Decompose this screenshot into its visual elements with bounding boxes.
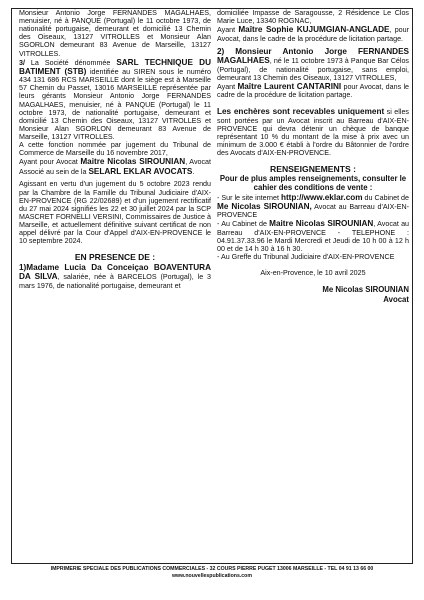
bids-emphasis: Les enchères sont recevables uniquement — [217, 107, 385, 117]
judgment-paragraph: Agissant en vertu d'un jugement du 5 octobre 2023 rendu par la Chambre de la Famille du Tribunal Judiciaire d'AIX-EN-PROVENCE (RG 22/02689) et d'un jugement rectificatif du 27 mai 2024 signifiés les 22 et 30 juillet 2024 par la SCP MASCRET FORNELLI VERSINI, Commissaires de Justice à Marseille, et actuellement définitive suivant certificat de non appel délivré par la Cour d'Appel d'AIX-EN-PROVENCE le 10 septembre 2024. — [19, 180, 211, 246]
law-firm-name: SELARL EKLAR AVOCATS — [88, 166, 193, 176]
lawyer-paragraph: Ayant Maître Laurent CANTARINI pour Avocat, dans le cadre de la procédure de licitation partage. — [217, 81, 410, 100]
info-subheading: Pour de plus amples renseignements, consulter le cahier des conditions de vente : — [219, 173, 407, 192]
item-number: 2) — [217, 47, 225, 57]
signature-name: Me Nicolas SIROUNIAN — [322, 285, 409, 295]
second-party-paragraph: 2) Monsieur Antonio Jorge FERNANDES MAGALHAES, né le 11 octobre 1973 à Panque Bar Célos (Portugal), de nationalité portugaise, sans emploi, demeurant 13 Chemin des Oiseaux, 13127 VITROLLES, — [217, 47, 410, 82]
info-office-item: - Au Cabinet de Maitre Nicolas SIROUNIAN, Avocat au Barreau d'AIX-EN-PROVENCE - TELEPHONE : 04.91.37.33.96 le Mardi Mercredi et Jeudi de 10 h 00 à 12 h 00 et de 14 h 30 à 16 h 30. — [217, 219, 410, 253]
info-court-item: - Au Greffe du Tribunal Judiciaire d'AIX-EN-PROVENCE — [217, 252, 395, 261]
lawyer-paragraph: Ayant Maître Sophie KUJUMGIAN-ANGLADE, pour Avocat, dans le cadre de la procédure de licitation partage. — [217, 25, 410, 43]
printer-address: IMPRIMERIE SPECIALE DES PUBLICATIONS COMMERCIALES - 32 COURS PIERRE PUGET 13006 MARSEILLE - TEL 04 91 13 66 00 — [50, 566, 374, 572]
bids-paragraph: Les enchères sont recevables uniquement si elles sont portées par un Avocat inscrit au Barreau d'AIX-EN-PROVENCE qui devra détenir un chèque de banque représentant 10 % du montant de la mise à prix avec un minimum de 3.000 € établi à l'ordre du Bâtonnier de l'ordre des Avocats d'AIX-EN-PROVENCE. — [217, 107, 409, 158]
address-paragraph: domiciliée Impasse de Saragousse, 2 Résidence Le Clos Marie Luce, 13340 ROGNAC, — [217, 9, 409, 26]
presence-heading: EN PRESENCE DE : — [74, 252, 156, 263]
legal-notice-page — [11, 8, 413, 564]
info-website-item: - Sur le site internet http://www.eklar.com du Cabinet de Me Nicolas SIROUNIAN, Avocat au Barreau d'AIX-EN-PROVENCE — [217, 192, 410, 220]
right-column — [217, 9, 409, 304]
party-name: Monsieur Antonio Jorge FERNANDES MAGALHAES — [217, 47, 410, 66]
printer-website: www.nouvellespublications.com — [172, 572, 252, 579]
company-name: SARL TECHNIQUE DU BATIMENT (STB) — [19, 57, 212, 76]
printer-footer — [11, 566, 413, 580]
website-link[interactable]: http://www.eklar.com — [280, 192, 363, 202]
notice-date: Aix-en-Provence, le 10 avril 2025 — [260, 269, 366, 278]
info-heading: RENSEIGNEMENTS : — [270, 164, 356, 175]
lawyer-name: Maître Laurent CANTARINI — [237, 81, 342, 91]
party-name: Madame Lucia Da Conceiçao BOAVENTURA DA SILVA — [19, 262, 211, 282]
item-number: 1) — [19, 262, 27, 272]
lawyer-name: Maître Sophie KUJUMGIAN-ANGLADE — [238, 25, 390, 35]
company-paragraph: 3/ La Société dénommée SARL TECHNIQUE DU BATIMENT (STB) identifiée au SIREN sous le numéro 434 131 686 RCS MARSEILLE dont le siège est à Marseille 57 Chemin du Passet, 13016 MARSEILLE représentée par leurs gérants Monsieur Antonio Jorge FERNANDES MAGALHAES, menuisier, né à PANQUE (Portugal) le 11 octobre 1973, de nationalité portugaise, demeurant et domicilié 13 Chemin des Oiseaux, 13127 VITROLLES et Monsieur Alan SGORLON demeurant 83 Avenue de Marseille, 13127 VITROLLES. — [19, 57, 212, 142]
party-paragraph: Monsieur Antonio Jorge FERNANDES MAGALHAES, menuisier, né à PANQUE (Portugal) le 11 octobre 1973, de nationalité portugaise, demeurant et domicilié 13 Chemin des Oiseaux, 13127 VITROLLES et Monsieur Alan SGORLON demeurant 83 Avenue de Marseille, 13127 VITROLLES. — [19, 9, 211, 58]
left-column — [19, 9, 211, 290]
appointment-paragraph: A cette fonction nommée par jugement du Tribunal de Commerce de Marseille du 16 novembre 2017, — [19, 141, 211, 158]
item-number: 3/ — [19, 58, 25, 67]
lawyer-name: Maitre Nicolas SIROUNIAN — [80, 157, 186, 167]
signature-role: Avocat — [383, 294, 409, 304]
lawyer-name: Maitre Nicolas SIROUNIAN — [269, 219, 374, 229]
lawyer-name: Me Nicolas SIROUNIAN, — [217, 201, 312, 211]
first-party-paragraph: 1)Madame Lucia Da Conceiçao BOAVENTURA DA SILVA, salariée, née à BARCELOS (Portugal), le 3 mars 1976, de nationalité portugaise, demeurant et — [19, 262, 211, 290]
lawyer-paragraph: Ayant pour Avocat Maitre Nicolas SIROUNIAN, Avocat Associé au sein de la SELARL EKLAR AVOCATS. — [19, 157, 212, 176]
